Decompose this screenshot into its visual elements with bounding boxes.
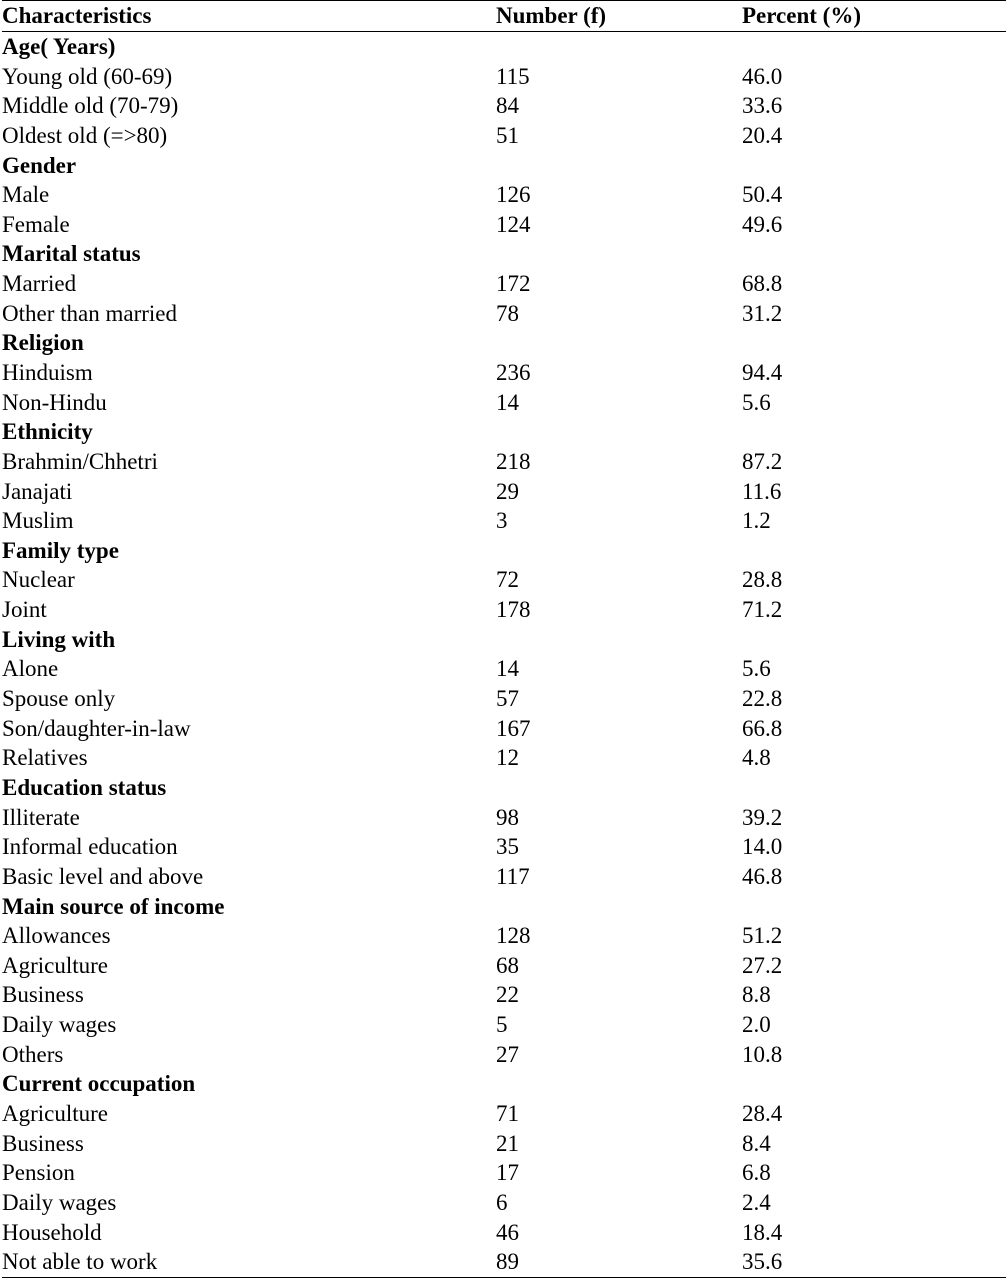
table-row (2, 713, 1006, 743)
characteristics-table-container (2, 0, 1006, 1278)
row-label: Other than married (2, 300, 177, 326)
row-percent: 20.4 (742, 122, 783, 148)
empty-cell (496, 150, 742, 180)
row-label: Alone (2, 656, 59, 682)
empty-cell (742, 891, 1006, 921)
row-number: 12 (496, 745, 519, 771)
row-label: Middle old (70-79) (2, 93, 179, 119)
table-row (2, 1010, 1006, 1040)
row-percent: 50.4 (742, 182, 783, 208)
row-label: Hinduism (2, 360, 93, 385)
row-percent: 2.0 (742, 1012, 771, 1038)
section-title: Gender (2, 152, 77, 178)
row-percent: 18.4 (742, 1219, 783, 1245)
table-row (2, 358, 1006, 388)
empty-cell (742, 1069, 1006, 1099)
row-number: 72 (496, 567, 519, 593)
row-percent: 35.6 (742, 1249, 783, 1275)
section-title: Education status (2, 774, 167, 800)
row-label: Brahmin/Chhetri (2, 448, 158, 474)
header-percent: Percent (%) (742, 3, 861, 29)
section-header-row (2, 536, 1006, 566)
row-label: Married (2, 271, 77, 297)
row-number: 14 (496, 389, 519, 415)
row-number: 172 (496, 271, 531, 297)
row-label: Male (2, 182, 50, 208)
row-label: Daily wages (2, 1189, 117, 1215)
row-percent: 8.8 (742, 982, 771, 1008)
row-number: 35 (496, 834, 519, 860)
header-number: Number (f) (496, 3, 607, 29)
row-percent: 71.2 (742, 597, 783, 623)
table-row (2, 180, 1006, 210)
row-number: 21 (496, 1130, 519, 1156)
section-title: Marital status (2, 241, 141, 267)
row-label: Spouse only (2, 686, 116, 712)
row-label: Joint (2, 597, 47, 623)
row-percent: 28.8 (742, 567, 783, 593)
section-header-row (2, 150, 1006, 180)
table-row (2, 1099, 1006, 1129)
row-percent: 51.2 (742, 923, 783, 949)
table-row (2, 61, 1006, 91)
row-percent: 33.6 (742, 93, 783, 119)
row-number: 68 (496, 952, 519, 978)
row-label: Female (2, 211, 70, 237)
row-percent: 39.2 (742, 804, 783, 830)
empty-cell (496, 891, 742, 921)
table-row (2, 121, 1006, 151)
table-row (2, 684, 1006, 714)
row-label: Household (2, 1219, 102, 1245)
row-label: Not able to work (2, 1249, 158, 1275)
row-percent: 27.2 (742, 952, 783, 978)
table-row (2, 269, 1006, 299)
section-title: Ethnicity (2, 419, 93, 445)
table-row (2, 565, 1006, 595)
empty-cell (496, 328, 742, 358)
row-percent: 4.8 (742, 745, 771, 771)
row-percent: 22.8 (742, 686, 783, 712)
row-percent: 5.6 (742, 656, 771, 682)
table-row (2, 447, 1006, 477)
row-label: Non-Hindu (2, 389, 107, 415)
row-number: 3 (496, 508, 508, 534)
section-title: Main source of income (2, 893, 225, 919)
row-label: Basic level and above (2, 863, 204, 889)
section-header-row (2, 417, 1006, 447)
row-number: 29 (496, 478, 519, 504)
section-header-row (2, 773, 1006, 803)
row-label: Business (2, 1130, 84, 1156)
row-label: Daily wages (2, 1012, 117, 1038)
section-header-row (2, 1069, 1006, 1099)
empty-cell (742, 773, 1006, 803)
section-title: Current occupation (2, 1071, 196, 1097)
row-number: 218 (496, 448, 531, 474)
table-row (2, 209, 1006, 239)
section-title: Living with (2, 626, 116, 652)
table-row (2, 298, 1006, 328)
row-label: Allowances (2, 923, 111, 949)
row-percent: 14.0 (742, 834, 783, 860)
empty-cell (496, 31, 742, 61)
row-label: Business (2, 982, 84, 1008)
row-number: 84 (496, 93, 519, 119)
row-percent: 66.8 (742, 715, 783, 741)
row-number: 128 (496, 923, 531, 949)
row-number: 78 (496, 300, 519, 326)
row-percent: 46.8 (742, 863, 783, 889)
row-label: Illiterate (2, 804, 80, 830)
row-label: Nuclear (2, 567, 75, 593)
row-percent: 31.2 (742, 300, 783, 326)
row-number: 98 (496, 804, 519, 830)
row-percent: 68.8 (742, 271, 783, 297)
row-percent: 6.8 (742, 1160, 771, 1186)
row-number: 89 (496, 1249, 519, 1275)
row-label: Young old (60-69) (2, 63, 173, 89)
table-row (2, 595, 1006, 625)
empty-cell (496, 773, 742, 803)
table-row (2, 832, 1006, 862)
row-label: Pension (2, 1160, 75, 1186)
row-percent: 94.4 (742, 360, 783, 385)
table-body (2, 31, 1006, 1277)
row-percent: 49.6 (742, 211, 783, 237)
section-header-row (2, 624, 1006, 654)
row-number: 57 (496, 686, 519, 712)
row-number: 5 (496, 1012, 508, 1038)
row-label: Muslim (2, 508, 74, 534)
row-number: 167 (496, 715, 531, 741)
table-row (2, 1128, 1006, 1158)
row-label: Informal education (2, 834, 178, 860)
table-row (2, 862, 1006, 892)
empty-cell (496, 536, 742, 566)
row-percent: 8.4 (742, 1130, 771, 1156)
row-label: Son/daughter-in-law (2, 715, 191, 741)
row-number: 236 (496, 360, 531, 385)
row-label: Agriculture (2, 1101, 109, 1127)
row-label: Agriculture (2, 952, 109, 978)
row-percent: 10.8 (742, 1041, 783, 1067)
section-header-row (2, 239, 1006, 269)
row-number: 22 (496, 982, 519, 1008)
row-percent: 5.6 (742, 389, 771, 415)
table-row (2, 743, 1006, 773)
row-percent: 11.6 (742, 478, 782, 504)
table-row (2, 1217, 1006, 1247)
empty-cell (742, 417, 1006, 447)
table-row (2, 506, 1006, 536)
table-row (2, 476, 1006, 506)
row-number: 124 (496, 211, 531, 237)
table-row (2, 980, 1006, 1010)
section-title: Family type (2, 537, 119, 563)
row-number: 51 (496, 122, 519, 148)
row-label: Others (2, 1041, 64, 1067)
section-header-row (2, 328, 1006, 358)
row-number: 115 (496, 63, 530, 89)
row-number: 71 (496, 1101, 519, 1127)
section-header-row (2, 31, 1006, 61)
row-number: 17 (496, 1160, 519, 1186)
row-label: Oldest old (=>80) (2, 122, 168, 148)
table-row (2, 1039, 1006, 1069)
row-number: 27 (496, 1041, 519, 1067)
table-row (2, 1158, 1006, 1188)
empty-cell (496, 239, 742, 269)
row-percent: 28.4 (742, 1101, 783, 1127)
table-row (2, 387, 1006, 417)
row-number: 14 (496, 656, 519, 682)
row-number: 126 (496, 182, 531, 208)
empty-cell (742, 624, 1006, 654)
row-percent: 87.2 (742, 448, 783, 474)
row-number: 117 (496, 863, 530, 889)
row-label: Relatives (2, 745, 88, 771)
row-number: 6 (496, 1189, 508, 1215)
empty-cell (496, 417, 742, 447)
table-row (2, 91, 1006, 121)
empty-cell (496, 1069, 742, 1099)
row-number: 46 (496, 1219, 519, 1245)
row-number: 178 (496, 597, 531, 623)
row-label: Janajati (2, 478, 73, 504)
table-row (2, 1247, 1006, 1277)
header-characteristics: Characteristics (2, 3, 152, 29)
empty-cell (742, 150, 1006, 180)
table-row (2, 921, 1006, 951)
section-title: Age( Years) (2, 33, 116, 59)
table-row (2, 654, 1006, 684)
characteristics-table (2, 0, 1006, 1278)
empty-cell (496, 624, 742, 654)
section-title: Religion (2, 330, 84, 356)
table-row (2, 951, 1006, 981)
empty-cell (742, 239, 1006, 269)
row-percent: 46.0 (742, 63, 783, 89)
header-row (2, 1, 1006, 32)
row-percent: 2.4 (742, 1189, 771, 1215)
table-row (2, 802, 1006, 832)
empty-cell (742, 31, 1006, 61)
empty-cell (742, 328, 1006, 358)
table-header (2, 1, 1006, 32)
empty-cell (742, 536, 1006, 566)
section-header-row (2, 891, 1006, 921)
table-row (2, 1188, 1006, 1218)
row-percent: 1.2 (742, 508, 771, 534)
